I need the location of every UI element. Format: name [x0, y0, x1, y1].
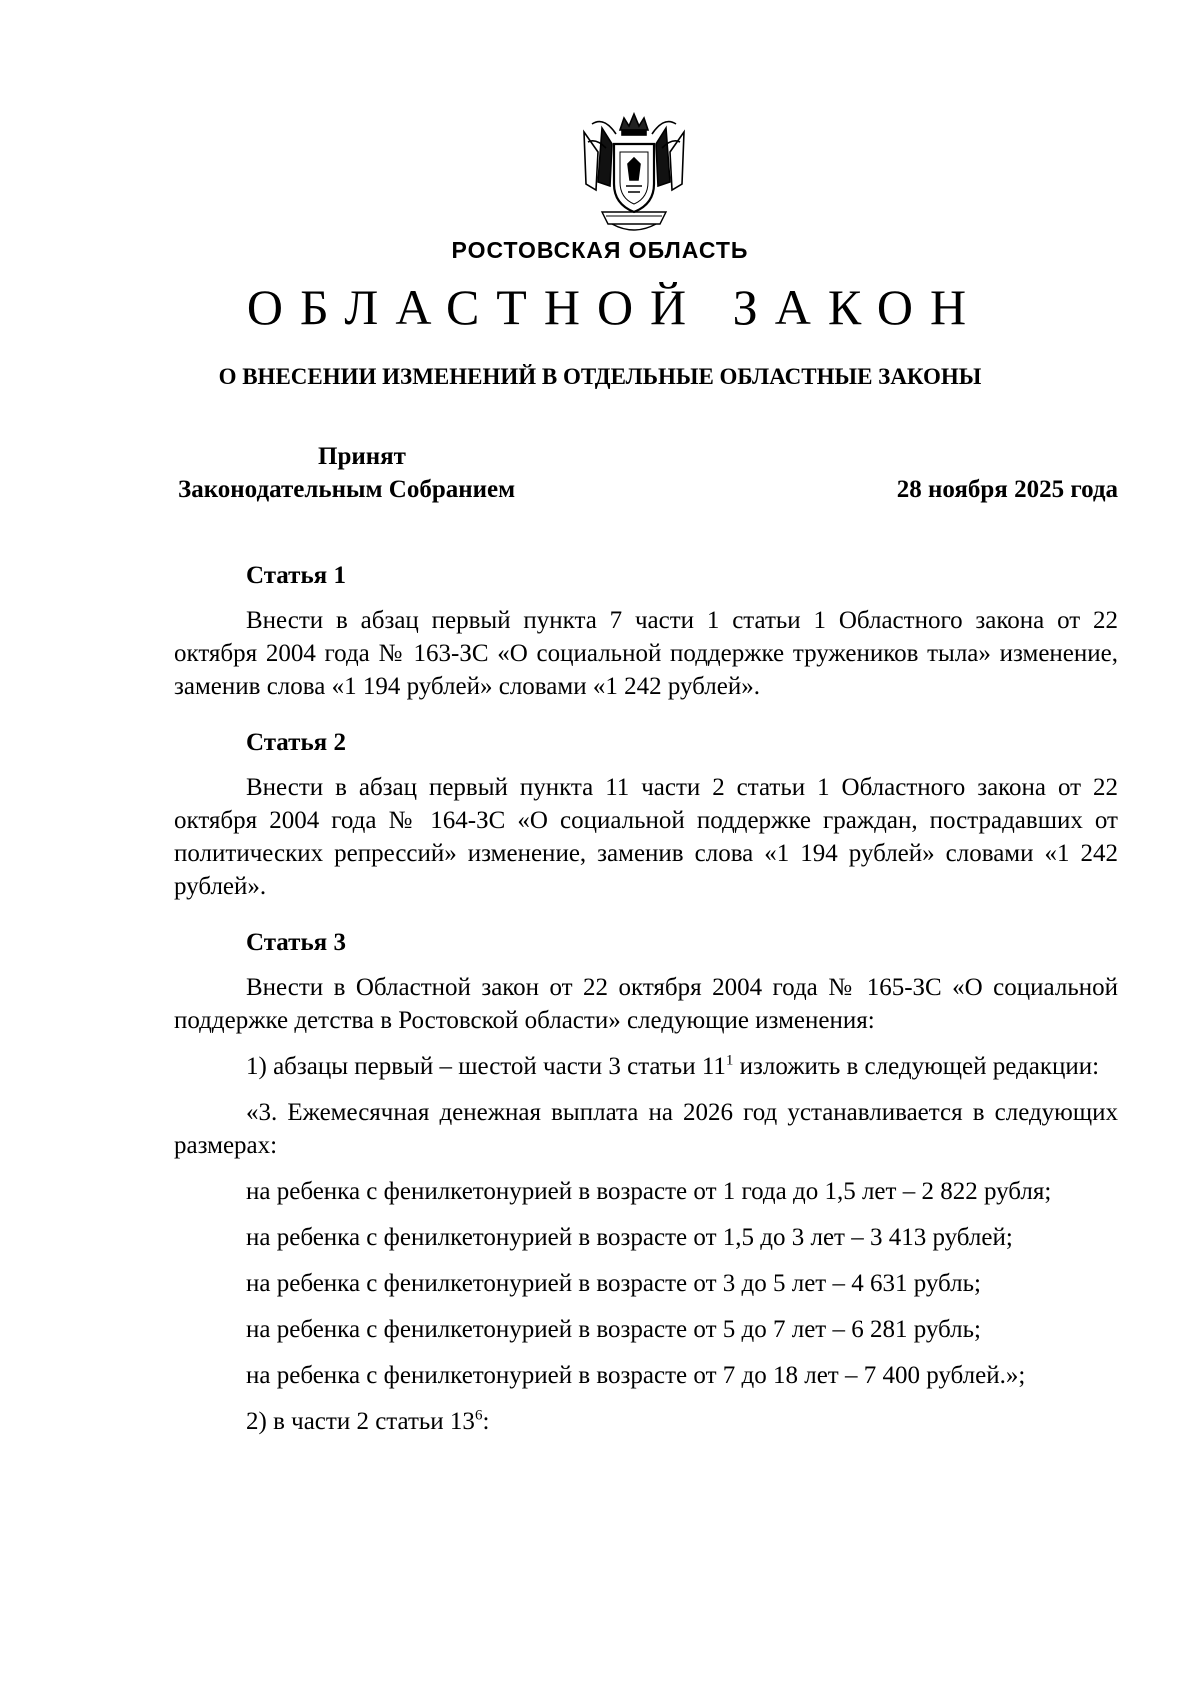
article-title: Статья 3: [246, 929, 346, 956]
region-name: РОСТОВСКАЯ ОБЛАСТЬ: [451, 237, 749, 263]
payment-item: на ребенка с фенилкетонурией в возрасте от 1 года до 1,5 лет – 2 822 рубля;: [246, 1178, 1052, 1205]
payment-item: на ребенка с фенилкетонурией в возрасте от 3 до 5 лет – 4 631 рубль;: [246, 1270, 981, 1297]
payment-item: на ребенка с фенилкетонурией в возрасте от 7 до 18 лет – 7 400 рублей.»;: [246, 1362, 1026, 1389]
amendment-item-text: :: [482, 1408, 490, 1435]
amendment-item-text: изложить в следующей редакции:: [733, 1053, 1100, 1080]
amendment-item-text: 1) абзацы первый – шестой части 3 статьи 11: [246, 1053, 726, 1080]
adopted-label: Принят: [318, 443, 406, 470]
law-title: О ВНЕСЕНИИ ИЗМЕНЕНИЙ В ОТДЕЛЬНЫЕ ОБЛАСТНЫЕ ЗАКОНЫ: [218, 364, 982, 389]
law-body: [174, 556, 1118, 1451]
adopted-by: Законодательным Собранием: [178, 476, 516, 503]
quoted-text: «3. Ежемесячная денежная выплата на 2026 год устанавливается в следующих размерах:: [174, 1099, 1118, 1159]
amendment-item: [174, 1050, 1118, 1083]
superscript: 6: [474, 1407, 483, 1424]
amendment-item-text: 2) в части 2 статьи 13: [246, 1408, 475, 1435]
article-text: Внести в абзац первый пункта 7 части 1 статьи 1 Областного закона от 22 октября 2004 года № 163-ЗС «О социальной поддержке тружеников тыла» изменение, заменив слова «1 194 рублей» словами «1 242 рублей».: [174, 607, 1118, 700]
superscript: 1: [725, 1052, 734, 1069]
amendment-item: [174, 1405, 1118, 1438]
article-intro: Внести в Областной закон от 22 октября 2004 года № 165-ЗС «О социальной поддержке детства в Ростовской области» следующие изменения:: [174, 974, 1118, 1034]
law-type-heading: ОБЛАСТНОЙ ЗАКОН: [246, 279, 984, 335]
coat-of-arms-icon: [572, 112, 696, 240]
article-title: Статья 2: [246, 729, 346, 756]
article-text: Внести в абзац первый пункта 11 части 2 статьи 1 Областного закона от 22 октября 2004 года № 164-ЗС «О социальной поддержке граждан, пострадавших от политических репрессий» изменение, заменив слова «1 194 рублей» словами «1 242 рублей».: [174, 774, 1118, 900]
payment-item: на ребенка с фенилкетонурией в возрасте от 1,5 до 3 лет – 3 413 рублей;: [246, 1224, 1013, 1251]
payment-item: на ребенка с фенилкетонурией в возрасте от 5 до 7 лет – 6 281 рубль;: [246, 1316, 981, 1343]
article-title: Статья 1: [246, 562, 346, 589]
adoption-date: 28 ноября 2025 года: [896, 476, 1118, 503]
